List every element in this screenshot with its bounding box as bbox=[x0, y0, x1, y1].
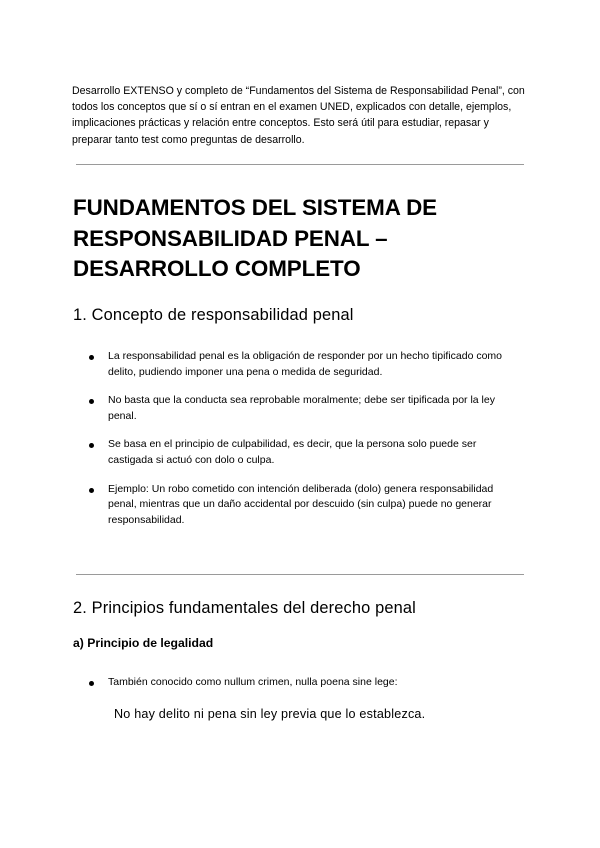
list-item bbox=[0, 349, 600, 380]
bullet-icon bbox=[89, 399, 94, 404]
list-item bbox=[0, 675, 600, 691]
list-item-text: La responsabilidad penal es la obligación de responder por un hecho tipificado como delito, pudiendo imponer una pena o medida de seguridad. bbox=[108, 350, 503, 378]
list-item-text: También conocido como nullum crimen, nulla poena sine lege: bbox=[108, 676, 398, 688]
list-item-text: Se basa en el principio de culpabilidad, es decir, que la persona solo puede ser castigada si actuó con dolo o culpa. bbox=[108, 438, 477, 466]
subsection-heading: a) Principio de legalidad bbox=[73, 636, 214, 650]
list-item bbox=[0, 437, 600, 468]
intro-paragraph: Desarrollo EXTENSO y completo de “Fundamentos del Sistema de Responsabilidad Penal”, con todos los conceptos que sí o sí entran en el examen UNED, explicados con detalle, ejemplos, implicaciones prácticas y relación entre conceptos. Esto será útil para estudiar, repasar y preparar tanto test como preguntas de desarrollo. bbox=[72, 85, 525, 146]
list-item-text: No basta que la conducta sea reprobable moralmente; debe ser tipificada por la ley penal. bbox=[108, 394, 495, 422]
section-2-heading: 2. Principios fundamentales del derecho penal bbox=[73, 599, 416, 617]
list-item bbox=[0, 393, 600, 424]
section-1-bullet-list bbox=[0, 349, 600, 541]
list-item bbox=[0, 482, 600, 529]
list-item-text: Ejemplo: Un robo cometido con intención deliberada (dolo) genera responsabilidad penal, mientras que un daño accidental por descuido (sin culpa) puede no generar responsabilidad. bbox=[108, 482, 494, 526]
bullet-icon bbox=[89, 355, 94, 360]
bullet-icon bbox=[89, 443, 94, 448]
bullet-icon bbox=[89, 488, 94, 493]
section-2-bullet-list bbox=[0, 675, 600, 704]
bullet-icon bbox=[89, 681, 94, 686]
section-1-heading: 1. Concepto de responsabilidad penal bbox=[73, 306, 354, 324]
document-title: FUNDAMENTOS DEL SISTEMA DE RESPONSABILIDAD PENAL – DESARROLLO COMPLETO bbox=[73, 195, 437, 282]
legal-maxim-quote: No hay delito ni pena sin ley previa que lo establezca. bbox=[114, 707, 426, 721]
horizontal-divider bbox=[76, 164, 524, 165]
horizontal-divider bbox=[76, 574, 524, 575]
